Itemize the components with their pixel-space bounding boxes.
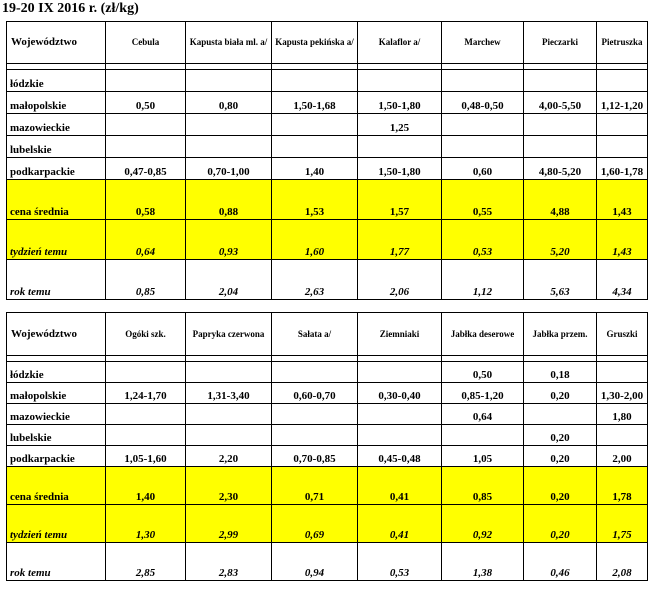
year-ago-row-label: rok temu bbox=[7, 543, 106, 581]
price-cell: 0,53 bbox=[442, 220, 524, 260]
region-name: podkarpackie bbox=[7, 158, 106, 180]
region-name: małopolskie bbox=[7, 92, 106, 114]
price-cell: 0,20 bbox=[524, 383, 597, 404]
column-header: Pieczarki bbox=[524, 22, 597, 64]
price-cell bbox=[358, 404, 442, 425]
header-row bbox=[7, 22, 648, 64]
price-cell bbox=[272, 70, 358, 92]
price-cell: 2,99 bbox=[186, 505, 272, 543]
column-header: Kapusta biała ml. a/ bbox=[186, 22, 272, 64]
price-cell: 1,77 bbox=[358, 220, 442, 260]
price-cell: 0,53 bbox=[358, 543, 442, 581]
region-row bbox=[7, 404, 648, 425]
column-header: Jabłka przem. bbox=[524, 313, 597, 356]
price-cell: 0,92 bbox=[442, 505, 524, 543]
price-cell bbox=[186, 362, 272, 383]
week-ago-row-label: tydzień temu bbox=[7, 220, 106, 260]
price-cell bbox=[524, 404, 597, 425]
price-cell: 1,50-1,80 bbox=[358, 158, 442, 180]
price-cell: 2,63 bbox=[272, 260, 358, 300]
week-ago-row bbox=[7, 505, 648, 543]
price-cell: 0,41 bbox=[358, 467, 442, 505]
price-cell: 0,80 bbox=[186, 92, 272, 114]
price-cell: 0,85-1,20 bbox=[442, 383, 524, 404]
average-price-row-label: cena średnia bbox=[7, 467, 106, 505]
price-cell bbox=[186, 404, 272, 425]
price-cell: 2,83 bbox=[186, 543, 272, 581]
price-cell: 1,78 bbox=[597, 467, 648, 505]
price-cell: 0,85 bbox=[106, 260, 186, 300]
price-cell: 0,30-0,40 bbox=[358, 383, 442, 404]
price-cell: 1,50-1,80 bbox=[358, 92, 442, 114]
price-cell bbox=[358, 70, 442, 92]
price-cell bbox=[272, 404, 358, 425]
region-name: podkarpackie bbox=[7, 446, 106, 467]
price-cell: 1,05-1,60 bbox=[106, 446, 186, 467]
price-cell bbox=[358, 136, 442, 158]
price-cell: 0,93 bbox=[186, 220, 272, 260]
price-cell bbox=[524, 114, 597, 136]
region-name: lubelskie bbox=[7, 425, 106, 446]
column-header: Kalaflor a/ bbox=[358, 22, 442, 64]
price-cell: 0,41 bbox=[358, 505, 442, 543]
region-column-header: Województwo bbox=[7, 22, 106, 64]
column-header: Cebula bbox=[106, 22, 186, 64]
price-cell: 1,43 bbox=[597, 220, 648, 260]
week-ago-row-label: tydzień temu bbox=[7, 505, 106, 543]
region-row bbox=[7, 446, 648, 467]
price-cell: 1,24-1,70 bbox=[106, 383, 186, 404]
column-header: Marchew bbox=[442, 22, 524, 64]
price-cell: 1,53 bbox=[272, 180, 358, 220]
price-cell: 1,05 bbox=[442, 446, 524, 467]
price-cell: 2,06 bbox=[358, 260, 442, 300]
price-cell bbox=[106, 404, 186, 425]
region-name: mazowieckie bbox=[7, 114, 106, 136]
price-cell bbox=[524, 70, 597, 92]
region-row bbox=[7, 70, 648, 92]
region-row bbox=[7, 362, 648, 383]
price-cell: 2,85 bbox=[106, 543, 186, 581]
price-cell: 0,70-1,00 bbox=[186, 158, 272, 180]
region-name: łódzkie bbox=[7, 70, 106, 92]
region-name: lubelskie bbox=[7, 136, 106, 158]
price-cell: 2,30 bbox=[186, 467, 272, 505]
column-header: Sałata a/ bbox=[272, 313, 358, 356]
column-header: Gruszki bbox=[597, 313, 648, 356]
header-row bbox=[7, 313, 648, 356]
price-cell: 0,58 bbox=[106, 180, 186, 220]
column-header: Ogóki szk. bbox=[106, 313, 186, 356]
page-title: 19-20 IX 2016 r. (zł/kg) bbox=[2, 1, 139, 16]
price-cell: 1,12-1,20 bbox=[597, 92, 648, 114]
price-table-vegetables bbox=[6, 21, 648, 300]
price-cell: 2,00 bbox=[597, 446, 648, 467]
price-cell: 1,30 bbox=[106, 505, 186, 543]
price-cell: 0,45-0,48 bbox=[358, 446, 442, 467]
price-cell bbox=[106, 425, 186, 446]
price-cell: 0,20 bbox=[524, 425, 597, 446]
year-ago-row-label: rok temu bbox=[7, 260, 106, 300]
price-cell: 1,60-1,78 bbox=[597, 158, 648, 180]
price-cell bbox=[272, 114, 358, 136]
price-cell: 1,25 bbox=[358, 114, 442, 136]
price-cell bbox=[186, 136, 272, 158]
price-cell: 0,20 bbox=[524, 467, 597, 505]
price-cell bbox=[358, 425, 442, 446]
region-row bbox=[7, 92, 648, 114]
price-cell bbox=[272, 136, 358, 158]
price-cell: 0,20 bbox=[524, 505, 597, 543]
price-cell: 0,88 bbox=[186, 180, 272, 220]
price-cell bbox=[186, 425, 272, 446]
price-cell bbox=[106, 70, 186, 92]
price-cell: 4,34 bbox=[597, 260, 648, 300]
year-ago-row bbox=[7, 260, 648, 300]
price-cell bbox=[272, 425, 358, 446]
price-cell bbox=[106, 114, 186, 136]
price-cell bbox=[186, 114, 272, 136]
price-cell: 4,80-5,20 bbox=[524, 158, 597, 180]
region-column-header: Województwo bbox=[7, 313, 106, 356]
region-row bbox=[7, 136, 648, 158]
average-price-row bbox=[7, 467, 648, 505]
column-header: Papryka czerwona bbox=[186, 313, 272, 356]
price-cell bbox=[106, 362, 186, 383]
price-cell bbox=[597, 362, 648, 383]
price-cell bbox=[106, 136, 186, 158]
region-row bbox=[7, 425, 648, 446]
price-cell: 4,88 bbox=[524, 180, 597, 220]
price-cell bbox=[442, 425, 524, 446]
year-ago-row bbox=[7, 543, 648, 581]
price-cell: 2,20 bbox=[186, 446, 272, 467]
price-cell: 1,38 bbox=[442, 543, 524, 581]
price-cell bbox=[597, 70, 648, 92]
price-cell bbox=[186, 70, 272, 92]
region-row bbox=[7, 158, 648, 180]
column-header: Pietruszka bbox=[597, 22, 648, 64]
price-cell: 0,85 bbox=[442, 467, 524, 505]
price-cell: 0,18 bbox=[524, 362, 597, 383]
price-cell: 1,50-1,68 bbox=[272, 92, 358, 114]
price-cell bbox=[597, 425, 648, 446]
price-table-fruits-vegetables bbox=[6, 312, 648, 581]
price-cell: 1,40 bbox=[106, 467, 186, 505]
price-cell: 1,57 bbox=[358, 180, 442, 220]
price-cell: 0,20 bbox=[524, 446, 597, 467]
price-cell: 0,50 bbox=[442, 362, 524, 383]
column-header: Ziemniaki bbox=[358, 313, 442, 356]
column-header: Jabłka deserowe bbox=[442, 313, 524, 356]
price-cell: 1,60 bbox=[272, 220, 358, 260]
price-cell bbox=[442, 136, 524, 158]
price-cell: 0,94 bbox=[272, 543, 358, 581]
price-cell bbox=[597, 136, 648, 158]
price-cell: 5,20 bbox=[524, 220, 597, 260]
price-cell bbox=[272, 362, 358, 383]
price-cell: 0,47-0,85 bbox=[106, 158, 186, 180]
price-cell bbox=[524, 136, 597, 158]
week-ago-row bbox=[7, 220, 648, 260]
price-cell: 1,43 bbox=[597, 180, 648, 220]
price-cell: 1,80 bbox=[597, 404, 648, 425]
price-cell bbox=[442, 114, 524, 136]
price-cell: 0,64 bbox=[106, 220, 186, 260]
price-cell: 1,75 bbox=[597, 505, 648, 543]
price-cell: 1,30-2,00 bbox=[597, 383, 648, 404]
price-cell: 1,40 bbox=[272, 158, 358, 180]
price-cell: 0,70-0,85 bbox=[272, 446, 358, 467]
price-cell: 0,48-0,50 bbox=[442, 92, 524, 114]
price-cell bbox=[358, 362, 442, 383]
price-cell: 0,60-0,70 bbox=[272, 383, 358, 404]
price-cell: 2,04 bbox=[186, 260, 272, 300]
price-cell: 1,12 bbox=[442, 260, 524, 300]
price-cell: 2,08 bbox=[597, 543, 648, 581]
region-row bbox=[7, 114, 648, 136]
price-cell: 0,50 bbox=[106, 92, 186, 114]
price-cell: 0,55 bbox=[442, 180, 524, 220]
price-cell bbox=[597, 114, 648, 136]
column-header: Kapusta pekińska a/ bbox=[272, 22, 358, 64]
price-cell bbox=[442, 70, 524, 92]
price-cell: 1,31-3,40 bbox=[186, 383, 272, 404]
region-name: małopolskie bbox=[7, 383, 106, 404]
region-name: łódzkie bbox=[7, 362, 106, 383]
region-row bbox=[7, 383, 648, 404]
price-cell: 5,63 bbox=[524, 260, 597, 300]
price-cell: 4,00-5,50 bbox=[524, 92, 597, 114]
price-cell: 0,71 bbox=[272, 467, 358, 505]
price-cell: 0,69 bbox=[272, 505, 358, 543]
average-price-row bbox=[7, 180, 648, 220]
price-cell: 0,64 bbox=[442, 404, 524, 425]
region-name: mazowieckie bbox=[7, 404, 106, 425]
price-cell: 0,46 bbox=[524, 543, 597, 581]
average-price-row-label: cena średnia bbox=[7, 180, 106, 220]
price-cell: 0,60 bbox=[442, 158, 524, 180]
